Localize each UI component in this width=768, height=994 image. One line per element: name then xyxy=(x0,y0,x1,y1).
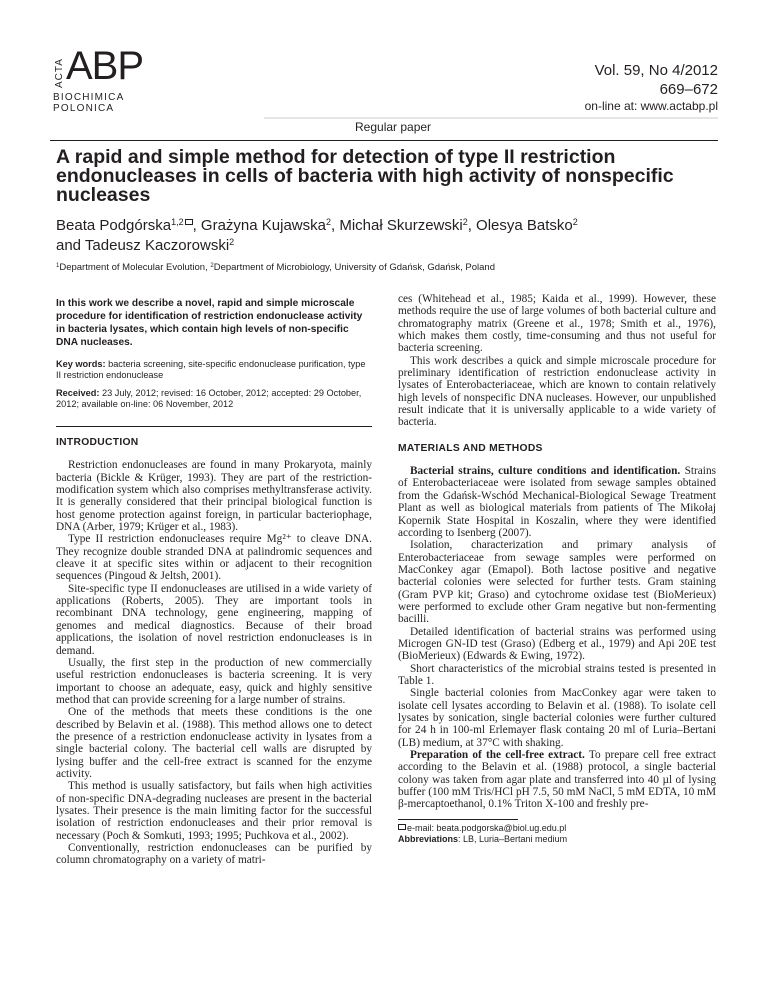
author-affiliation-sup: 2 xyxy=(572,217,578,227)
logo-polonica-text: POLONICA xyxy=(53,103,115,114)
methods-text: To prepare cell free extract according to the Belavin et al. (1988) protocol, a single bacterial colony was taken from agar plate and transferred into 40 µl of lysing buffer (100 mM Tris/HCl pH 7.5, 50 mM NaCl, 5 mM EDTA, 10 mM β-mercaptoethanol, 0.1% Triton X-100 and freshly pre- xyxy=(398,749,716,811)
intro-paragraph: Conventionally, restriction endonucleases can be purified by column chromatography on a variety of matri- xyxy=(56,842,372,867)
affiliation-sup: 1 xyxy=(56,263,60,269)
author-affiliation-sup: 1,2 xyxy=(171,217,184,227)
methods-paragraph: Short characteristics of the microbial strains tested is presented in Table 1. xyxy=(398,662,716,687)
envelope-icon xyxy=(185,219,193,225)
page-range: 669–672 xyxy=(659,81,718,98)
envelope-icon xyxy=(398,824,406,830)
author-list xyxy=(56,214,716,254)
keywords-label: Key words: xyxy=(56,359,106,369)
intro-paragraph: ces (Whitehead et al., 1985; Kaida et al., 1999). However, these methods require the use of large volumes of both bacterial culture and chromatography matrix (Greene et al., 1978; Smith et al., 1976), which makes them costly, time-consuming and thus not useful for bacteria screening. xyxy=(398,293,716,355)
methods-paragraph: Single bacterial colonies from MacConkey agar were taken to isolate cell lysates according to Belavin et al. (1988). To isolate cell lysates by sonication, single bacterial colonies were further cultured for 24 h in 100-ml Erlemayer flask containg 20 ml of Luria–Bertani (LB) medium, at 37°C with shaking. xyxy=(398,687,716,749)
intro-paragraph: Restriction endonucleases are found in many Prokaryota, mainly bacteria (Bickle & Krüger, 1993). They are part of the restriction-modification system which also comprises methyltransferase activity. It is generally considered that their principal biological function is host genome protection against foreign, in particular bacteriophage, DNA (Arber, 1979; Krüger et al., 1983). xyxy=(56,459,372,534)
online-url: on-line at: www.actabp.pl xyxy=(584,99,718,113)
journal-issue-info xyxy=(595,61,718,99)
methods-text: Strains of Enterobacteriaceae were isolated from sewage samples obtained from the Gdańsk-Wschód Mechanical-Biological Sewage Treatment Plant as well as biological materials from patients of The Mikołaj Kopernik State Hospital in Koszalin, where they were identified according to Isenberg (2007). xyxy=(398,465,716,539)
author-name: , Grażyna Kujawska xyxy=(192,217,326,234)
intro-paragraph: This method is usually satisfactory, but fails when high activities of non-specific DNA-degrading nucleases are present in the bacterial lysates. Their presence is the main limiting factor for the successful isolation of restriction endonucleases and their prior removal is necessary (Poch & Somkuti, 1993; 1995; Puchkova et al., 2002). xyxy=(56,780,372,842)
methods-paragraph xyxy=(398,749,716,811)
paper-type-label: Regular paper xyxy=(355,120,432,134)
author-name: Beata Podgórska xyxy=(56,217,172,234)
affiliation-sup: 2 xyxy=(210,263,214,269)
logo-biochimica-text: BIOCHIMICA xyxy=(53,92,125,103)
journal-logo xyxy=(52,44,180,114)
footnote-email xyxy=(398,823,716,834)
article-dates xyxy=(56,388,372,410)
intro-heading: INTRODUCTION xyxy=(56,437,139,448)
logo-acta-text: ACTA xyxy=(54,58,65,88)
article-title: A rapid and simple method for detection of type II restriction endonucleases in cells of bacteria with high activity of nonspecific nucleases xyxy=(56,146,674,206)
right-column xyxy=(398,293,716,845)
abbreviations-label: Abbreviations xyxy=(398,833,459,844)
intro-paragraph: One of the methods that meets these conditions is the one described by Belavin et al. (1988). This method allows one to detect the presence of a restriction endonuclease activity in lysates from a single bacterial colony. The bacterial cell walls are disrupted by lysing buffer and the cell-free extract is scanned for the enzyme activity. xyxy=(56,706,372,780)
left-column xyxy=(56,297,372,867)
methods-paragraph: Isolation, characterization and primary analysis of Enterobacteriaceae from sewage samples were performed on MacConkey agar (Emapol). Both lactose positive and negative bacterial colonies were selected for further tests. Gram staining (Gram PVP kit; Graso) and cytochrome oxidase test (BioMerieux) were performed to exclude other Gram negative but non-fermenting bacilli. xyxy=(398,539,716,626)
affiliation-1: Department of Molecular Evolution, xyxy=(59,262,211,273)
section-divider xyxy=(56,426,372,427)
methods-paragraph: Detailed identification of bacterial strains was performed using Microgen GN-ID test (Graso) (Edberg et al., 1979) and Api 20E test (BioMerieux) (Edwards & Ewing, 1972). xyxy=(398,625,716,663)
intro-paragraph: Usually, the first step in the production of new commercially useful restriction endonucleases is bacteria screening. It is very important to choose an adequate, easy, quick and highly sensitive method that can provide screening for a large number of strains. xyxy=(56,656,372,706)
subsection-heading: Bacterial strains, culture conditions and identification. xyxy=(410,465,681,478)
volume-number: Vol. 59, No 4/2012 xyxy=(594,62,718,79)
header-rule xyxy=(50,140,718,141)
received-text: 23 July, 2012; revised: 16 October, 2012; accepted: 29 October, 2012; available on-line: 06 November, 2012 xyxy=(56,388,362,409)
affiliations xyxy=(56,262,716,273)
footnote-divider xyxy=(398,819,518,820)
methods-heading: MATERIALS AND METHODS xyxy=(398,442,543,454)
received-label: Received: xyxy=(56,388,100,398)
abstract: In this work we describe a novel, rapid and simple microscale procedure for identification of restriction endonuclease activity in bacteria lysates, which contain high levels of non-specific DNA nucleases. xyxy=(56,298,363,348)
author-affiliation-sup: 2 xyxy=(325,217,331,227)
intro-paragraph: This work describes a quick and simple microscale procedure for preliminary identification of restriction endonuclease activity in lysates of Enterobacteriaceae, which are known to contain relatively high levels of nonspecific DNA nucleases. However, our unpublished result indicate that it is universally applicable to a wide variety of bacteria. xyxy=(398,354,716,429)
header-divider xyxy=(264,117,718,119)
keywords xyxy=(56,359,372,381)
logo-abp-text: ABP xyxy=(66,44,144,88)
author-name: , Olesya Batsko xyxy=(467,217,573,234)
intro-paragraph: Type II restriction endonucleases require Mg²⁺ to cleave DNA. They recognize double stranded DNA at palindromic sequences and cleave it at specific sites within or adjacent to their recognition sequences (Pingoud & Jeltsh, 2001). xyxy=(56,533,372,583)
author-name: , Michał Skurzewski xyxy=(331,217,463,234)
author-affiliation-sup: 2 xyxy=(229,237,235,247)
author-name: and Tadeusz Kaczorowski xyxy=(56,237,230,254)
author-affiliation-sup: 2 xyxy=(462,217,468,227)
intro-paragraph: Site-specific type II endonucleases are utilised in a wide variety of applications (Roberts, 2005). They are important tools in recombinant DNA technology, gene engineering, mapping of genomes and medical diagnostics. Because of their broad applications, the isolation of novel restriction endonucleases is in demand. xyxy=(56,582,372,657)
methods-paragraph xyxy=(398,465,716,539)
subsection-heading: Preparation of the cell-free extract. xyxy=(410,749,585,762)
corresponding-email: e-mail: beata.podgorska@biol.ug.edu.pl xyxy=(407,822,567,833)
abbreviations-text: : LB, Luria–Bertani medium xyxy=(458,833,568,844)
affiliation-2: Department of Microbiology, University of Gdańsk, Gdańsk, Poland xyxy=(213,262,495,273)
footnote-abbreviations xyxy=(398,834,716,845)
keywords-text: bacteria screening, site-specific endonuclease purification, type II restriction endonuclease xyxy=(56,359,366,380)
